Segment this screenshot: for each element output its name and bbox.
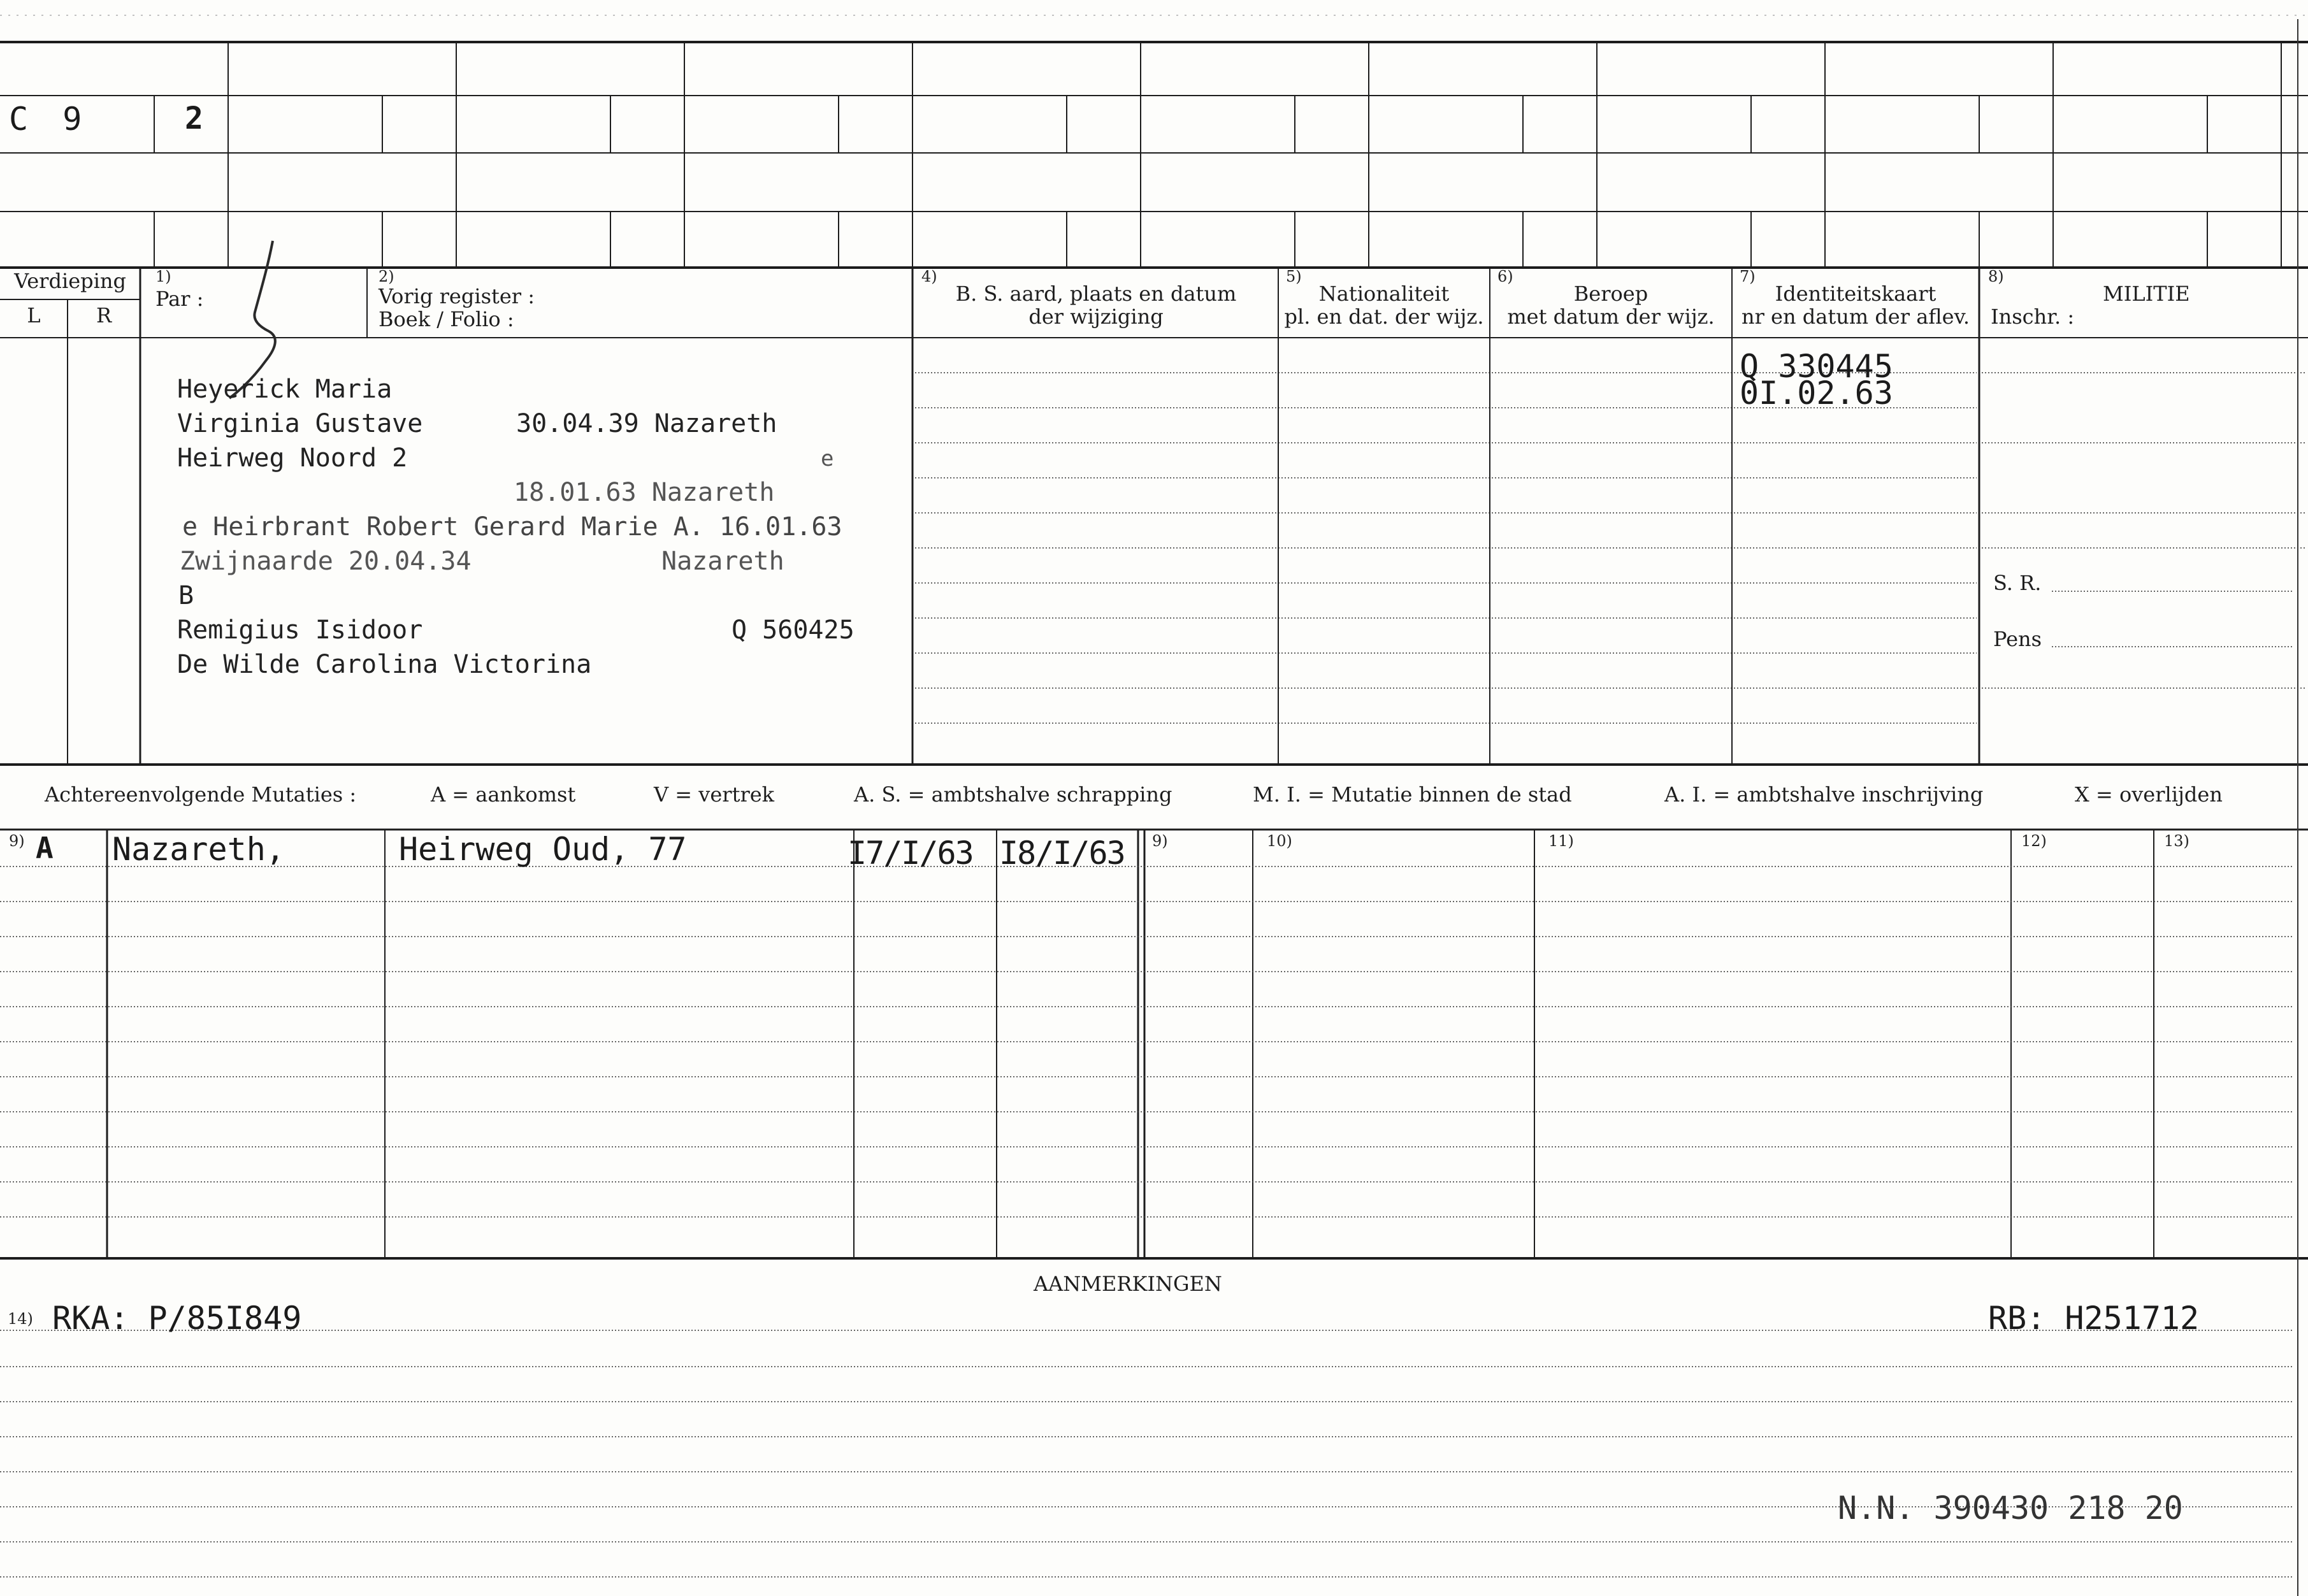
legend-schrapping: A. S. = ambtshalve schrapping <box>854 782 1172 807</box>
person-line-7: B <box>178 581 194 610</box>
bs-num: 4) <box>921 268 937 285</box>
pens-label: Pens <box>1993 627 2042 651</box>
sr-label: S. R. <box>1993 571 2042 595</box>
person-line-6b: Nazareth <box>661 547 784 576</box>
id-card-number: Q 330445 <box>1740 348 1893 385</box>
id-num: 7) <box>1740 268 1756 285</box>
person-line-2a: Virginia Gustave <box>177 409 423 438</box>
remarks-rka: RKA: P/85I849 <box>52 1300 302 1337</box>
legend-mutatie: M. I. = Mutatie binnen de stad <box>1253 782 1572 807</box>
mut-col-9-left: 9) <box>9 832 25 850</box>
legend-inschrijving: A. I. = ambtshalve inschrijving <box>1664 782 1984 807</box>
remarks-rb: RB: H251712 <box>1988 1300 2200 1337</box>
remarks-title: AANMERKINGEN <box>1034 1272 1222 1296</box>
militie-title: MILITIE <box>2103 282 2190 306</box>
mut-col-11: 11) <box>1548 832 1574 850</box>
inschr-label: Inschr. : <box>1991 305 2075 329</box>
remarks-nn: N.N. 390430 218 20 <box>1838 1490 2183 1527</box>
mutation-type: A <box>36 831 54 865</box>
col-l-label: L <box>27 303 41 327</box>
mutation-address: Heirweg Oud, 77 <box>399 831 687 868</box>
person-line-5: e Heirbrant Robert Gerard Marie A. 16.01.63 <box>182 512 842 542</box>
verdieping-label: Verdieping <box>14 269 126 293</box>
legend-title: Achtereenvolgende Mutaties : <box>45 782 357 807</box>
person-line-1: Heyerick Maria <box>177 375 393 404</box>
remarks-num: 14) <box>8 1310 33 1328</box>
person-line-8b: Q 560425 <box>732 615 855 645</box>
mutation-date-2: I8/I/63 <box>999 835 1125 872</box>
person-line-8a: Remigius Isidoor <box>177 615 423 645</box>
beroep-num: 6) <box>1497 268 1513 285</box>
mut-col-13: 13) <box>2164 832 2189 850</box>
person-line-3: Heirweg Noord 2 <box>177 443 408 473</box>
id-card-date: 0I.02.63 <box>1740 375 1893 412</box>
person-line-2b: 30.04.39 Nazareth <box>516 409 777 438</box>
mut-col-9: 9) <box>1152 832 1168 850</box>
nat-num: 5) <box>1286 268 1302 285</box>
boek-folio-label: Boek / Folio : <box>379 307 514 331</box>
vorig-num: 2) <box>379 268 394 285</box>
mut-col-10: 10) <box>1267 832 1292 850</box>
col-r-label: R <box>96 303 112 327</box>
id-label-1: Identiteitskaart <box>1775 282 1937 306</box>
person-line-4: 18.01.63 Nazareth <box>514 478 775 507</box>
mutation-date-1: I7/I/63 <box>847 835 973 872</box>
beroep-label-2: met datum der wijz. <box>1507 305 1715 329</box>
mutation-place: Nazareth, <box>112 831 285 868</box>
person-line-3-mark: e <box>821 446 834 471</box>
id-label-2: nr en datum der aflev. <box>1741 305 1970 329</box>
card-number: 2 <box>185 101 203 136</box>
bs-label-1: B. S. aard, plaats en datum <box>955 282 1237 306</box>
mut-col-12: 12) <box>2021 832 2047 850</box>
person-line-6a: Zwijnaarde 20.04.34 <box>180 547 472 576</box>
nat-label-2: pl. en dat. der wijz. <box>1284 305 1484 329</box>
card-code: C 9 <box>9 101 90 138</box>
par-label: Par : <box>155 287 204 311</box>
legend-overlijden: X = overlijden <box>2075 782 2223 807</box>
legend-aankomst: A = aankomst <box>431 782 576 807</box>
mil-num: 8) <box>1988 268 2004 285</box>
legend-vertrek: V = vertrek <box>654 782 775 807</box>
bs-label-2: der wijziging <box>1028 305 1164 329</box>
nat-label-1: Nationaliteit <box>1318 282 1450 306</box>
vorig-register-label: Vorig register : <box>379 284 535 308</box>
par-num: 1) <box>155 268 171 285</box>
person-line-9: De Wilde Carolina Victorina <box>177 650 592 679</box>
beroep-label-1: Beroep <box>1573 282 1648 306</box>
